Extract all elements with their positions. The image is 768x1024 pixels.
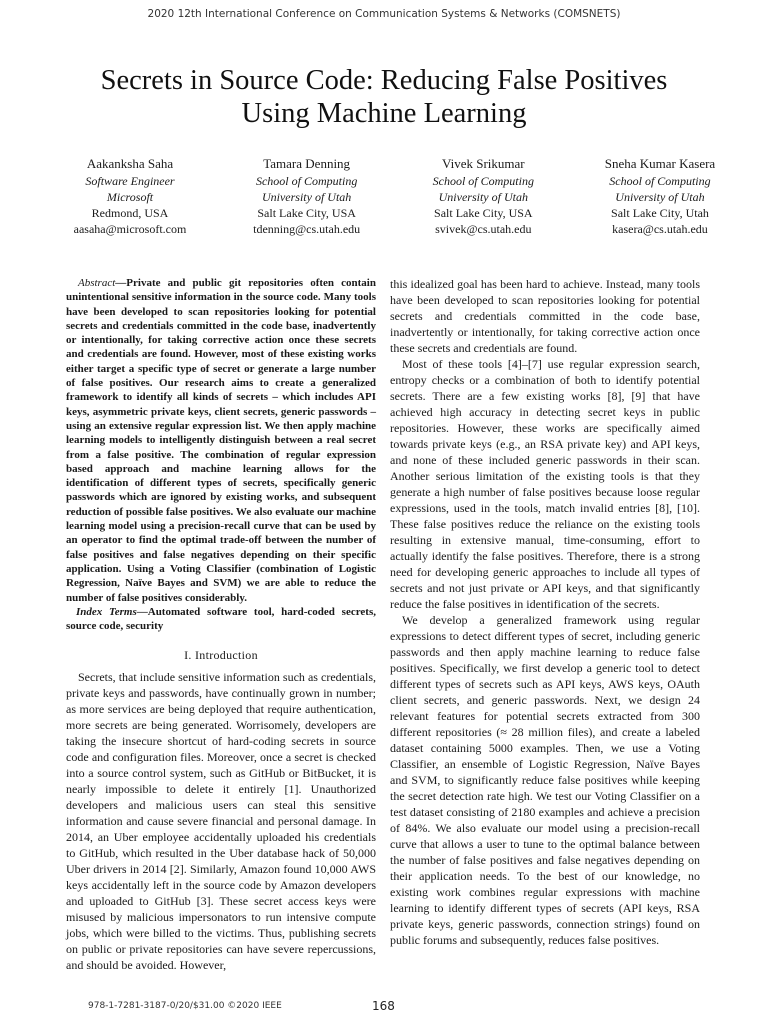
intro-paragraph-1: Secrets, that include sensitive information such as credentials, private keys and passwords, have continually grown in number; as more services are being deployed that require authentication, more secrets are being generated. Worrisomely, developers are taking the insecure shortcut of hard-coding secrets in source code and configuration files. Moreover, once a secret is checked into a source control system, such as GitHub or BitBucket, it is nearly impossible to delete it entirely [1]. Unauthorized developers and malicious users can steal this sensitive information and cause severe financial and personal damage. In 2014, an Uber employee accidentally uploaded his credentials to GitHub, which resulted in the Uber database hack of 50,000 Uber drivers in 2014 [2]. Similarly, Amazon found 10,000 AWS keys accidentally left in the source code by Amazon developers and uploaded to GitHub [3]. These secret access keys were misused by malicious impersonators to run intensive compute jobs, which were billed to the victims. Thus, publishing secrets on public or private repositories can have severe repercussions, and should be avoided. However, <box>66 670 376 973</box>
author-role: School of Computing <box>432 174 534 188</box>
author-org: University of Utah <box>438 190 528 204</box>
author-location: Salt Lake City, USA <box>257 206 356 220</box>
author-list <box>55 155 735 237</box>
author-role: School of Computing <box>255 174 358 188</box>
abstract-text: —Private and public git repositories often contain unintentional sensitive information in the source code. Many tools have been developed to scan repositories looking for potential secrets and credentials committed in the code base, inadvertently or intentionally, for taking corrective action once these secrets and credentials are found. However, most of these existing works either target a specific type of secret or generate a large number of false positives. Our research aims to create a generalized framework to identify all kinds of secrets – which includes API keys, asymmetric private keys, client secrets, generic passwords – using an extensive regular expression list. We then apply machine learning models to intelligently distinguish between a real secret from a false positive. The combination of regular expression based approach and machine learning allows for the identification of different types of secrets, specifically generic passwords which are ignored by existing works, and subsequent reduction of possible false positives. We also evaluate our machine learning model using a precision-recall curve that can be used by an operator to find the optimal trade-off between the number of false positives and false negatives depending on their specific application. Using a Voting Classifier (combination of Logistic Regression, Naïve Bayes and SVM) we are able to reduce the number of false positives considerably. <box>66 277 376 604</box>
author-name: Tamara Denning <box>263 156 351 171</box>
author-role: School of Computing <box>609 174 711 188</box>
author-block <box>585 155 735 237</box>
author-email: tdenning@cs.utah.edu <box>253 222 361 236</box>
right-paragraph-1: this idealized goal has been hard to achieve. Instead, many tools have been developed to scan repositories looking for potential secrets and credentials committed in the code base, inadvertently or intentionally, for taking corrective action once these secrets and credentials are found. <box>390 277 700 355</box>
index-terms-text: —Automated software tool, hard-coded secrets, source code, security <box>66 605 376 633</box>
index-terms <box>66 605 376 634</box>
paper-title <box>40 64 728 130</box>
author-name: Aakanksha Saha <box>86 156 174 171</box>
copyright-footer: 978-1-7281-3187-0/20/$31.00 ©2020 IEEE <box>88 1001 282 1011</box>
right-paragraph-3: We develop a generalized framework using regular expressions to detect different types of secret, including generic passwords and then apply machine learning to reduce false positives. Specifically, we first develop a generic tool to detect different types of secrets such as API keys, AWS keys, OAuth client secrets, and generic passwords. Next, we design 24 relevant features for potential secrets extracted from 300 different repositories (≈ 28 million files), and create a labeled dataset containing 5000 examples. Then, we use a Voting Classifier, an ensemble of Logistic Regression, Naïve Bayes and SVM, to significantly reduce false positives while keeping the secret detection rate high. We test our Voting Classifier on a test dataset consisting of 2180 examples and achieve a precision of 84%. We also evaluate our model using a precision-recall curve that allows a user to tune to the optimal balance between the number of false positives and false negatives depending on their application needs. To the best of our knowledge, no existing work combines regular expressions with machine learning to identify different types of secrets (API keys, RSA private keys, generic passwords, connection strings) found on public forums and subsequently, reduces false positives. <box>390 613 700 947</box>
author-location: Salt Lake City, Utah <box>611 206 709 220</box>
author-location: Redmond, USA <box>91 206 169 220</box>
author-role: Software Engineer <box>85 174 175 188</box>
conference-header: 2020 12th International Conference on Communication Systems & Networks (COMSNETS) <box>147 8 621 20</box>
author-block <box>55 155 205 237</box>
paper-title-line-1: Secrets in Source Code: Reducing False Positives <box>100 65 668 96</box>
page-number: 168 <box>372 999 395 1013</box>
author-email: kasera@cs.utah.edu <box>612 222 708 236</box>
right-paragraph-2: Most of these tools [4]–[7] use regular expression search, entropy checks or a combination of both to identify potential secrets. There are a few existing works [8], [9] that have achieved high accuracy in detecting secret keys in public repositories. However, these works are specifically aimed towards private keys (e.g., an RSA private key) and API keys, and none of these included generic passwords in their scan. Another serious limitation of the existing tools is that they generate a high number of false positives because loose regular expressions, used in the tools, match invalid entries [8], [10]. These false positives reduce the reliance on the existing tools resulting in extensive manual, time-consuming, effort to actually identify the false positives. Therefore, there is a strong need for developing generic approaches to include all types of secrets and not just private or API keys, and that significantly reduce the false positives in identification of the secrets. <box>390 357 700 611</box>
index-terms-label: Index Terms <box>76 605 137 618</box>
author-email: aasaha@microsoft.com <box>73 222 187 236</box>
author-org: University of Utah <box>261 190 352 204</box>
author-block <box>408 155 558 237</box>
author-org: Microsoft <box>106 190 154 204</box>
section-heading-introduction: I. Introduction <box>184 648 258 663</box>
author-location: Salt Lake City, USA <box>434 206 533 220</box>
right-column <box>390 276 700 948</box>
author-org: University of Utah <box>615 190 705 204</box>
author-block <box>232 155 382 237</box>
author-email: svivek@cs.utah.edu <box>435 222 532 236</box>
author-name: Vivek Srikumar <box>442 156 525 171</box>
abstract-label: Abstract <box>78 277 116 289</box>
abstract <box>66 276 376 605</box>
left-column <box>66 276 376 973</box>
author-name: Sneha Kumar Kasera <box>604 156 716 171</box>
paper-title-line-2: Using Machine Learning <box>241 98 527 129</box>
